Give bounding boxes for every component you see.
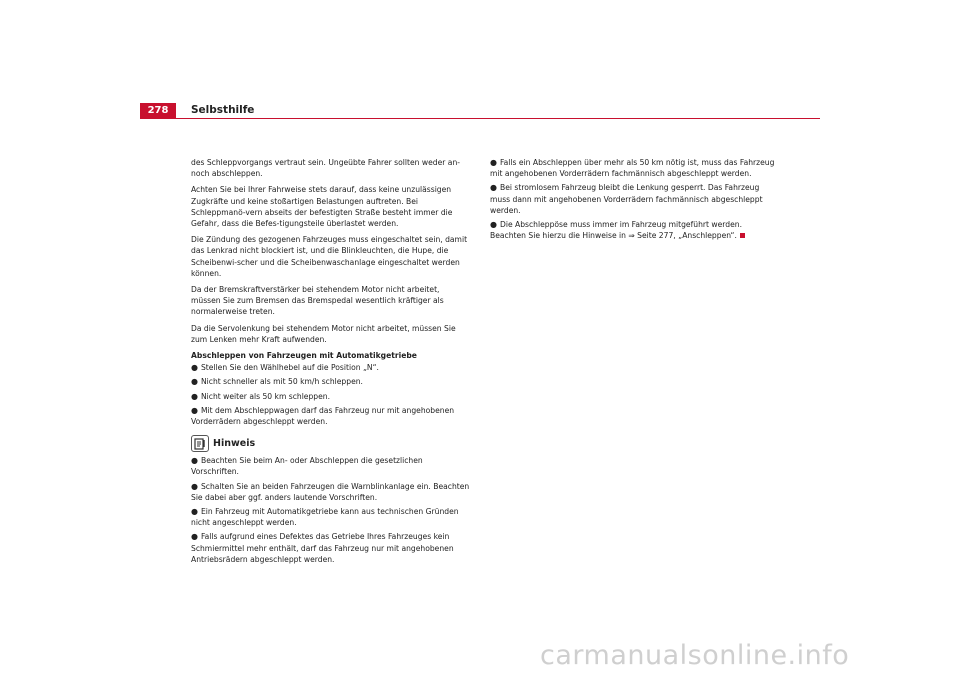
bullet-icon: ● xyxy=(191,481,198,491)
paragraph: Da der Bremskraftverstärker bei stehendem Motor nicht arbeitet, müssen Sie zum Bremsen das Bremspedal wesentlich kräftiger als normalerweise treten. xyxy=(191,285,444,317)
list-item: ● Nicht schneller als mit 50 km/h schleppen. xyxy=(191,377,363,387)
note-icon xyxy=(191,435,209,452)
bullet-icon: ● xyxy=(191,363,198,373)
list-item: ● Stellen Sie den Wählhebel auf die Position „N“. xyxy=(191,363,379,373)
right-column xyxy=(490,157,775,244)
header-rule xyxy=(140,118,820,119)
list-item: ● Die Abschleppöse muss immer im Fahrzeug mitgeführt werden. Beachten Sie hierzu die Hinweise in ⇒ Seite 277, „Anschleppen“. xyxy=(490,219,775,241)
note-title: Hinweis xyxy=(213,438,256,450)
list-item: ● Ein Fahrzeug mit Automatikgetriebe kann aus technischen Gründen nicht angeschleppt werden. xyxy=(191,507,459,528)
bullet-icon: ● xyxy=(191,507,198,517)
watermark: carmanualsonline.info xyxy=(540,640,850,671)
list-item: ● Schalten Sie an beiden Fahrzeugen die Warnblinkanlage ein. Beachten Sie dabei aber ggf. anders lautende Vorschriften. xyxy=(191,481,470,502)
paragraph: des Schleppvorgangs vertraut sein. Ungeübte Fahrer sollten weder an- noch abschleppen. xyxy=(191,158,460,179)
list-item: ● Mit dem Abschleppwagen darf das Fahrzeug nur mit angehobenen Vorderrädern abgeschleppt werden. xyxy=(191,405,455,427)
subheading-automatic: Abschleppen von Fahrzeugen mit Automatikgetriebe xyxy=(191,351,417,361)
list-item: ● Nicht weiter als 50 km schleppen. xyxy=(191,391,331,401)
paragraph: Die Zündung des gezogenen Fahrzeuges muss eingeschaltet sein, damit das Lenkrad nicht blockiert ist, und die Blinkleuchten, die Hupe, die Scheibenwi-scher und die Scheibenwaschanlage eingeschaltet werden können. xyxy=(191,235,468,278)
list-item: ● Falls aufgrund eines Defektes das Getriebe Ihres Fahrzeuges kein Schmiermittel mehr enthält, darf das Fahrzeug nur mit angehobenen Antriebsrädern abgeschleppt werden. xyxy=(191,532,454,564)
end-of-section-icon xyxy=(740,233,745,238)
paragraph: Da die Servolenkung bei stehendem Motor nicht arbeitet, müssen Sie zum Lenken mehr Kraft aufwenden. xyxy=(191,323,456,344)
section-title: Selbsthilfe xyxy=(191,104,255,116)
bullet-icon: ● xyxy=(490,158,497,167)
bullet-icon: ● xyxy=(490,183,497,193)
list-item: ● Bei stromlosem Fahrzeug bleibt die Lenkung gesperrt. Das Fahrzeug muss dann mit angehobenen Vorderrädern fachmännisch abgeschleppt werden. xyxy=(490,183,763,215)
paragraph: Achten Sie bei Ihrer Fahrweise stets darauf, dass keine unzulässigen Zugkräfte und keine stoßartigen Belastungen auftreten. Bei Schleppmanö-vern abseits der befestigten Straße besteht immer die Gefahr, dass die Befes-tigungsteile überlastet werden. xyxy=(191,185,453,229)
bullet-icon: ● xyxy=(490,220,497,230)
page-number: 278 xyxy=(140,103,176,118)
note-header xyxy=(191,435,471,452)
bullet-icon: ● xyxy=(191,532,198,542)
bullet-icon: ● xyxy=(191,405,198,415)
bullet-icon: ● xyxy=(191,456,198,466)
bullet-icon: ● xyxy=(191,391,198,401)
left-column xyxy=(191,157,471,568)
list-item: ● Falls ein Abschleppen über mehr als 50 km nötig ist, muss das Fahrzeug mit angehobenen Vorderrädern fachmännisch abgeschleppt werden. xyxy=(490,158,775,179)
list-item: ● Beachten Sie beim An- oder Abschleppen die gesetzlichen Vorschriften. xyxy=(191,456,423,477)
bullet-icon: ● xyxy=(191,377,198,387)
